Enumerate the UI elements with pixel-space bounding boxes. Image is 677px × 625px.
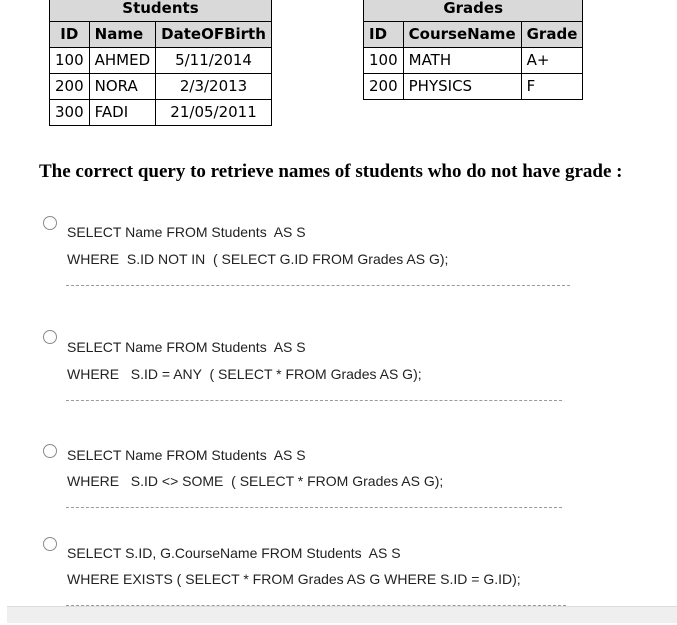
grades-header-course: CourseName: [403, 22, 521, 48]
grades-cell-course: PHYSICS: [403, 74, 521, 100]
students-cell-id: 100: [50, 48, 90, 74]
answer-option-2[interactable]: [0, 325, 677, 420]
students-cell-name: FADI: [89, 100, 156, 126]
students-cell-name: AHMED: [89, 48, 156, 74]
students-cell-name: NORA: [89, 74, 156, 100]
grades-table-title: Grades: [364, 0, 583, 22]
table-row: [50, 74, 272, 100]
grades-cell-grade: A+: [521, 48, 583, 74]
students-cell-id: 300: [50, 100, 90, 126]
table-row: [50, 100, 272, 126]
option-3-line-1: SELECT Name FROM Students AS S: [67, 447, 306, 463]
grades-cell-course: MATH: [403, 48, 521, 74]
radio-button-option-2[interactable]: [43, 330, 57, 344]
option-2-line-1: SELECT Name FROM Students AS S: [67, 339, 306, 355]
option-1-line-1: SELECT Name FROM Students AS S: [67, 224, 306, 240]
radio-button-option-1[interactable]: [43, 216, 57, 230]
answer-option-3[interactable]: [0, 433, 677, 528]
option-2-line-2: WHERE S.ID = ANY ( SELECT * FROM Grades AS G);: [67, 366, 422, 382]
table-row: [50, 48, 272, 74]
grades-header-id: ID: [364, 22, 404, 48]
option-4-line-2: WHERE EXISTS ( SELECT * FROM Grades AS G WHERE S.ID = G.ID);: [67, 571, 521, 587]
table-row: [364, 48, 583, 74]
answer-option-1[interactable]: [0, 210, 677, 305]
radio-button-option-3[interactable]: [43, 444, 57, 458]
option-4-line-1: SELECT S.ID, G.CourseName FROM Students AS S: [67, 545, 401, 561]
option-2-separator: [66, 400, 562, 401]
grades-cell-id: 100: [364, 48, 404, 74]
students-cell-dob: 5/11/2014: [156, 48, 272, 74]
grades-cell-id: 200: [364, 74, 404, 100]
option-3-separator: [66, 507, 562, 508]
radio-button-option-4[interactable]: [43, 537, 57, 551]
students-cell-dob: 21/05/2011: [156, 100, 272, 126]
option-1-separator: [66, 285, 570, 286]
table-row: [364, 74, 583, 100]
students-table: [49, 0, 272, 126]
grades-header-grade: Grade: [521, 22, 583, 48]
question-text: The correct query to retrieve names of students who do not have grade :: [39, 161, 623, 182]
option-3-line-2: WHERE S.ID <> SOME ( SELECT * FROM Grades AS G);: [67, 473, 444, 489]
grades-cell-grade: F: [521, 74, 583, 100]
students-header-name: Name: [89, 22, 156, 48]
grades-table: [363, 0, 583, 100]
students-header-id: ID: [50, 22, 90, 48]
students-cell-id: 200: [50, 74, 90, 100]
option-1-line-2: WHERE S.ID NOT IN ( SELECT G.ID FROM Grades AS G);: [67, 251, 449, 267]
students-header-dob: DateOFBirth: [156, 22, 272, 48]
students-table-title: Students: [50, 0, 272, 22]
bottom-bar: [7, 606, 677, 623]
students-cell-dob: 2/3/2013: [156, 74, 272, 100]
